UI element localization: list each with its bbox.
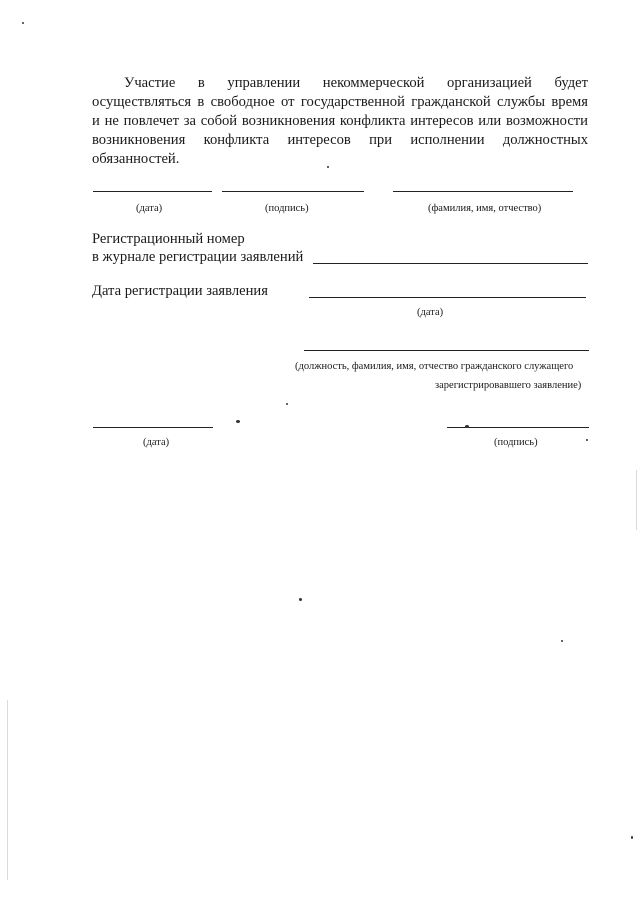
registration-number-line[interactable]: [313, 263, 588, 264]
scan-edge-shadow: [636, 470, 637, 530]
statement-line-1: Участие в управлении некоммерческой организацией будет: [124, 75, 588, 91]
applicant-date-line[interactable]: [93, 191, 212, 192]
applicant-date-caption: (дата): [136, 203, 163, 214]
registrar-line[interactable]: [304, 350, 589, 351]
statement-line-5: обязанностей.: [92, 151, 180, 167]
registration-date-label: Дата регистрации заявления: [92, 283, 268, 299]
scan-speck: [561, 640, 563, 642]
applicant-signature-caption: (подпись): [265, 203, 309, 214]
footer-signature-caption: (подпись): [494, 437, 538, 448]
scan-speck: [327, 166, 329, 168]
applicant-name-line[interactable]: [393, 191, 573, 192]
registration-date-line[interactable]: [309, 297, 586, 298]
footer-date-line[interactable]: [93, 427, 213, 428]
scan-speck: [22, 22, 24, 24]
scan-speck: [286, 403, 288, 405]
scan-speck: [586, 439, 588, 441]
registration-date-caption: (дата): [417, 307, 444, 318]
scan-speck: [631, 836, 633, 839]
scan-edge-shadow: [7, 700, 8, 880]
statement-line-2: осуществляться в свободное от государственной гражданской службы время: [92, 94, 588, 110]
footer-date-caption: (дата): [143, 437, 170, 448]
scan-speck: [465, 425, 469, 428]
scan-speck: [299, 598, 302, 601]
applicant-name-caption: (фамилия, имя, отчество): [428, 203, 542, 214]
scan-speck: [236, 420, 240, 423]
registrar-caption-line-2: зарегистрировавшего заявление): [435, 380, 582, 391]
registration-number-label-line-1: Регистрационный номер: [92, 231, 245, 247]
statement-line-3: и не повлечет за собой возникновения конфликта интересов или возможности: [92, 113, 588, 129]
statement-line-4: возникновения конфликта интересов при исполнении должностных: [92, 132, 588, 148]
registrar-caption-line-1: (должность, фамилия, имя, отчество гражданского служащего: [295, 361, 574, 372]
registration-number-label-line-2: в журнале регистрации заявлений: [92, 249, 304, 265]
applicant-signature-line[interactable]: [222, 191, 364, 192]
